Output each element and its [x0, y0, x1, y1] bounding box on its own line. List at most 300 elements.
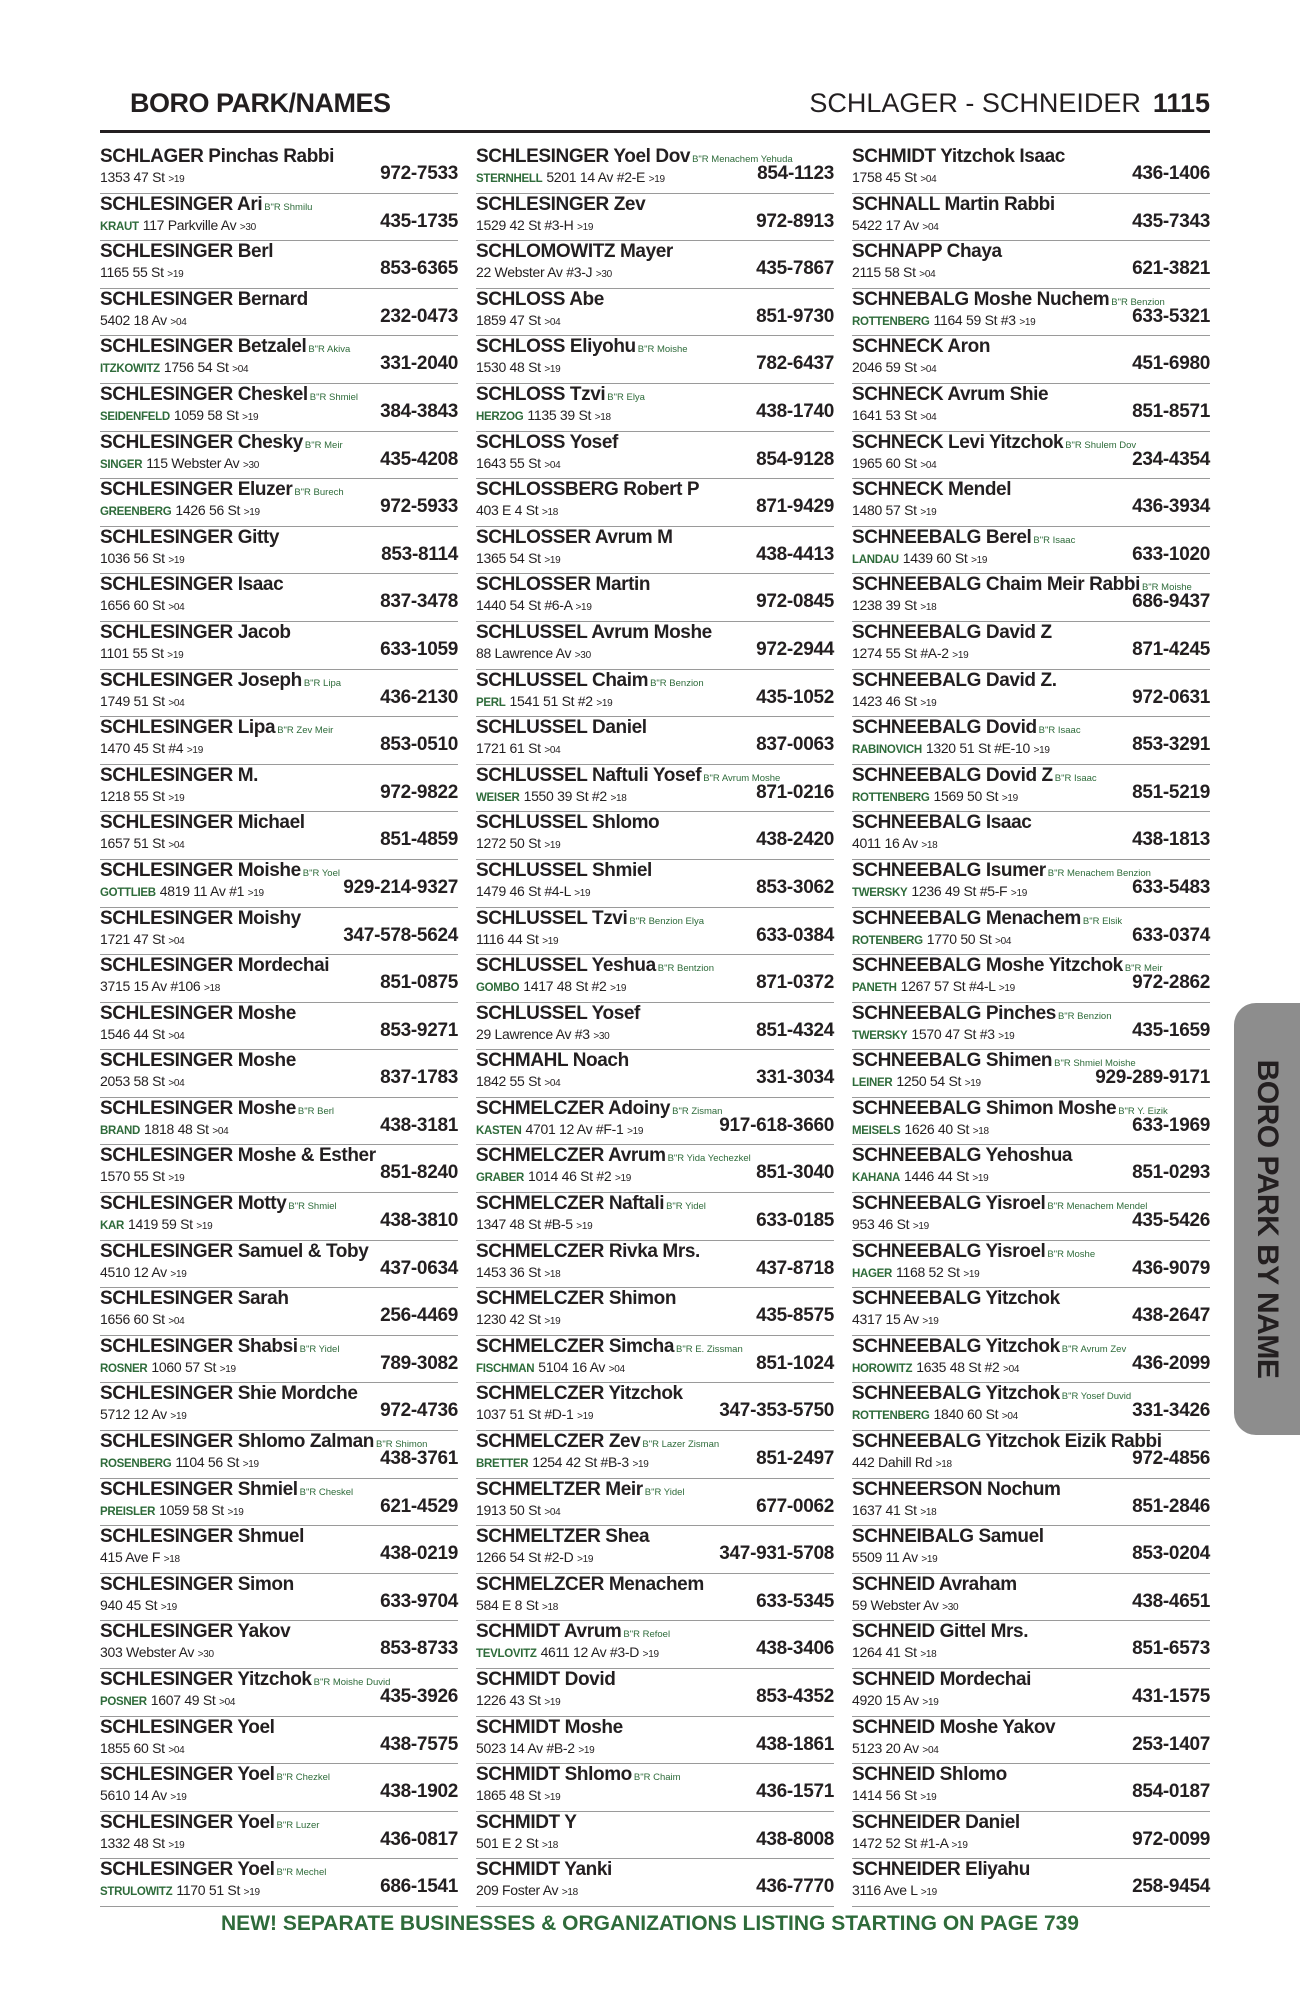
zip-suffix: >19	[1033, 745, 1050, 757]
family-name: STRULOWITZ	[100, 1886, 173, 1899]
street-address: 5104 16 Av	[538, 1358, 606, 1375]
zip-suffix: >04	[1003, 1363, 1020, 1375]
listing-entry	[852, 1621, 1210, 1669]
person-name: SCHNAPP Chaya	[852, 241, 1002, 263]
listing-address-line	[852, 1740, 938, 1756]
listing-name	[476, 1098, 722, 1120]
zip-suffix: >19	[971, 554, 988, 566]
listing-name	[852, 1431, 1162, 1453]
person-name: SCHNEEBALG Isumer	[852, 859, 1046, 881]
listing-entry	[852, 1336, 1210, 1384]
listing-name	[100, 1621, 290, 1643]
zip-suffix: >30	[593, 1030, 610, 1042]
listing-entry	[476, 1669, 834, 1717]
phone-number: 438-4413	[756, 543, 834, 565]
listing-entry	[476, 1431, 834, 1479]
listing-entry	[476, 527, 834, 575]
listing-address-line	[852, 1454, 952, 1470]
family-name: TWERSKY	[852, 886, 908, 899]
listing-address-line	[100, 312, 186, 328]
phone-number: 917-618-3660	[719, 1114, 834, 1136]
person-name: SCHNEID Mordechai	[852, 1669, 1032, 1690]
phone-number: 972-0845	[756, 591, 834, 613]
father-name: B"R Chezkel	[276, 1772, 331, 1784]
listing-entry	[852, 717, 1210, 765]
street-address: 1218 55 St	[100, 787, 165, 804]
father-name: B"R Bentzion	[657, 963, 714, 975]
listing-address-line	[852, 883, 1027, 899]
listing-name	[852, 908, 1122, 930]
listing-address-line	[100, 1787, 186, 1803]
street-address: 115 Webster Av	[146, 454, 240, 471]
father-name: B"R Benzion	[1111, 296, 1165, 308]
listing-entry	[100, 1717, 458, 1765]
listing-address-line	[852, 359, 936, 375]
phone-number: 789-3082	[380, 1352, 458, 1374]
street-address: 1569 50 St	[933, 787, 999, 804]
listing-entry	[476, 670, 834, 718]
listing-address-line	[100, 1359, 236, 1375]
person-name: SCHNEID Shlomo	[852, 1764, 1007, 1786]
person-name: SCHLESINGER Bernard	[100, 288, 308, 310]
listing-entry	[100, 479, 458, 527]
listing-address-line	[852, 1502, 936, 1518]
phone-number: 851-0293	[1132, 1162, 1210, 1184]
listing-entry	[476, 194, 834, 242]
listing-name	[100, 1193, 337, 1215]
zip-suffix: >18	[541, 1839, 559, 1851]
listing-address-line	[100, 1311, 184, 1327]
family-name: ROSENBERG	[100, 1458, 172, 1471]
person-name: SCHMIDT Avrum	[476, 1621, 622, 1643]
zip-suffix: >19	[952, 649, 969, 661]
phone-number: 436-3934	[1132, 496, 1210, 518]
listing-entry	[476, 955, 834, 1003]
zip-suffix: >18	[972, 1125, 989, 1137]
street-address: 1440 54 St #6-A	[476, 597, 572, 614]
phone-number: 435-1659	[1132, 1019, 1210, 1041]
person-name: SCHLESINGER Gitty	[100, 526, 279, 548]
listing-name	[476, 1336, 743, 1358]
zip-suffix: >19	[920, 1887, 937, 1899]
listing-address-line	[100, 407, 258, 423]
listing-name	[100, 717, 333, 739]
street-address: 1168 52 St	[896, 1263, 960, 1280]
listing-entry	[852, 479, 1210, 527]
phone-number: 438-1902	[380, 1781, 458, 1803]
listing-entry	[852, 1431, 1210, 1479]
phone-number: 232-0473	[380, 305, 458, 327]
street-address: 1226 43 St	[476, 1692, 541, 1708]
listing-address-line	[852, 1692, 938, 1708]
street-address: 5123 20 Av	[852, 1739, 919, 1756]
phone-number: 438-1813	[1132, 829, 1210, 851]
street-address: 4920 15 Av	[852, 1692, 919, 1708]
phone-number: 929-289-9171	[1095, 1067, 1210, 1089]
family-name: FISCHMAN	[476, 1362, 535, 1375]
street-address: 5201 14 Av #2-E	[546, 169, 646, 185]
listing-name	[852, 1288, 1060, 1310]
listing-entry	[476, 860, 834, 908]
listing-name	[476, 336, 688, 358]
zip-suffix: >04	[1001, 1411, 1018, 1423]
listing-name	[852, 1812, 1020, 1834]
zip-suffix: >18	[163, 1554, 180, 1566]
zip-suffix: >19	[596, 697, 613, 709]
father-name: B"R Mechel	[276, 1867, 327, 1879]
listing-name	[852, 622, 1052, 644]
father-name: B"R Benzion	[1057, 1010, 1112, 1022]
listing-name	[100, 812, 305, 834]
listing-entry	[100, 432, 458, 480]
phone-number: 853-8114	[381, 543, 458, 565]
street-address: 1165 55 St	[100, 264, 164, 281]
phone-number: 853-3062	[756, 876, 834, 898]
listing-name	[852, 1336, 1126, 1358]
listing-name	[100, 1098, 334, 1120]
listing-entry	[476, 1003, 834, 1051]
listing-name	[100, 1145, 376, 1167]
listing-entry	[476, 432, 834, 480]
listing-name	[852, 527, 1075, 549]
phone-number: 633-1969	[1132, 1114, 1210, 1136]
phone-number: 253-1407	[1132, 1733, 1210, 1755]
listing-name	[476, 1288, 676, 1310]
zip-suffix: >19	[167, 269, 184, 281]
phone-number: 438-8008	[756, 1828, 834, 1850]
listing-address-line	[852, 1644, 936, 1660]
street-address: 1347 48 St #B-5	[476, 1216, 573, 1233]
father-name: B"R Elsik	[1082, 915, 1123, 927]
father-name: B"R Meir	[304, 439, 343, 451]
person-name: SCHNEEBALG Dovid Z	[852, 764, 1053, 786]
listing-address-line	[100, 978, 220, 994]
listing-name	[852, 1003, 1112, 1025]
street-address: 1859 47 St	[476, 311, 541, 328]
listing-entry	[100, 670, 458, 718]
listing-address-line	[852, 169, 936, 185]
listing-name	[852, 479, 1011, 501]
street-address: 1479 46 St #4-L	[476, 882, 571, 899]
phone-number: 972-4856	[1132, 1448, 1210, 1470]
phone-number: 256-4469	[380, 1305, 458, 1327]
phone-number: 871-0372	[756, 972, 834, 994]
listing-entry	[100, 908, 458, 956]
listing-entry	[100, 1669, 458, 1717]
family-name: PREISLER	[100, 1505, 156, 1518]
listing-address-line	[852, 645, 968, 661]
listing-name	[100, 670, 341, 692]
street-address: 1865 48 St	[476, 1787, 541, 1804]
father-name: B"R Moshe	[1047, 1248, 1096, 1260]
person-name: SCHLESINGER Jacob	[100, 621, 291, 643]
street-address: 1635 48 St #2	[916, 1358, 1000, 1375]
person-name: SCHLESINGER Shmuel	[100, 1526, 304, 1548]
street-address: 1913 50 St	[476, 1501, 541, 1518]
family-name: ROSNER	[100, 1362, 148, 1375]
street-address: 1059 58 St	[159, 1501, 224, 1518]
person-name: SCHNEBALG Moshe Nuchem	[852, 288, 1110, 310]
person-name: SCHMIDT Moshe	[476, 1716, 623, 1738]
person-name: SCHLOSSBERG Robert P	[476, 479, 700, 501]
listing-address-line	[852, 835, 937, 851]
zip-suffix: >04	[168, 1316, 185, 1328]
person-name: SCHMELCZER Simcha	[476, 1335, 675, 1357]
phone-number: 972-9822	[380, 781, 458, 803]
street-address: 584 E 8 St	[476, 1596, 539, 1613]
phone-number: 435-1735	[380, 210, 458, 232]
listing-entry	[852, 812, 1210, 860]
zip-suffix: >30	[197, 1649, 214, 1661]
zip-suffix: >30	[242, 459, 260, 471]
listing-name	[476, 1479, 685, 1501]
listing-entry	[100, 1859, 458, 1907]
listing-address-line	[100, 835, 184, 851]
person-name: SCHMELCZER Shimon	[476, 1288, 677, 1310]
listing-address-line	[476, 217, 593, 233]
listing-address-line	[100, 1406, 186, 1422]
listing-entry	[100, 1003, 458, 1051]
phone-number: 437-0634	[380, 1257, 458, 1279]
listing-entry	[852, 527, 1210, 575]
father-name: B"R Avrum Zev	[1061, 1343, 1127, 1355]
page-header	[100, 86, 1210, 132]
listing-address-line	[100, 1549, 180, 1565]
listing-name	[476, 1764, 681, 1786]
family-name: ITZKOWITZ	[100, 363, 160, 376]
father-name: B"R Shmiel	[288, 1201, 337, 1213]
zip-suffix: >19	[227, 1506, 244, 1518]
person-name: SCHLESINGER Mordechai	[100, 955, 330, 977]
listing-entry	[100, 1145, 458, 1193]
phone-number: 851-8571	[1132, 400, 1210, 422]
zip-suffix: >19	[242, 411, 259, 423]
zip-suffix: >19	[627, 1125, 644, 1137]
zip-suffix: >19	[648, 174, 665, 185]
listing-entry	[100, 1479, 458, 1527]
listing-entry	[852, 1574, 1210, 1622]
person-name: SCHLOSSER Martin	[476, 574, 651, 596]
listing-entry	[476, 1098, 834, 1146]
person-name: SCHLUSSEL Tzvi	[476, 907, 628, 929]
zip-suffix: >19	[632, 1459, 649, 1471]
street-address: 1272 50 St	[476, 835, 541, 852]
listing-entry	[100, 717, 458, 765]
person-name: SCHLESINGER Michael	[100, 812, 305, 834]
family-name: RABINOVICH	[852, 744, 922, 757]
zip-suffix: >19	[577, 1411, 594, 1423]
listing-entry	[100, 1383, 458, 1431]
street-address: 88 Lawrence Av	[476, 644, 572, 661]
listing-entry	[100, 1526, 458, 1574]
zip-suffix: >19	[972, 1173, 989, 1185]
person-name: SCHLAGER Pinchas Rabbi	[100, 146, 335, 167]
zip-suffix: >19	[576, 1221, 593, 1233]
phone-number: 851-2497	[756, 1448, 834, 1470]
listing-entry	[476, 1574, 834, 1622]
phone-number: 853-0510	[380, 734, 458, 756]
father-name: B"R Shmilu	[264, 201, 313, 213]
family-name: TEVLOVITZ	[476, 1648, 537, 1661]
phone-number: 347-353-5750	[719, 1400, 834, 1422]
listing-address-line	[852, 407, 936, 423]
listing-address-line	[852, 1026, 1014, 1042]
listing-address-line	[476, 1692, 560, 1708]
listing-name	[100, 479, 344, 501]
phone-number: 438-1740	[756, 400, 834, 422]
street-address: 1365 54 St	[476, 549, 541, 566]
listing-name	[476, 1859, 612, 1881]
phone-number: 853-0204	[1132, 1543, 1210, 1565]
listing-name	[100, 336, 350, 358]
person-name: SCHNEIBALG Samuel	[852, 1526, 1044, 1548]
listing-address-line	[100, 931, 184, 947]
listing-entry	[852, 194, 1210, 242]
listing-name	[852, 1669, 1031, 1691]
street-address: 1320 51 St #E-10	[925, 740, 1031, 757]
person-name: SCHLESINGER Berl	[100, 241, 274, 263]
footer-notice: NEW! SEPARATE BUSINESSES & ORGANIZATIONS LISTING STARTING ON PAGE 739	[221, 1912, 1079, 1935]
family-name: GOMBO	[476, 982, 520, 995]
phone-number: 435-4208	[380, 448, 458, 470]
phone-number: 435-3926	[380, 1686, 458, 1707]
person-name: SCHLESINGER Moshe	[100, 1002, 296, 1024]
street-address: 1266 54 St #2-D	[476, 1549, 574, 1566]
listing-entry	[476, 1050, 834, 1098]
phone-number: 435-7867	[756, 258, 834, 280]
phone-number: 435-8575	[756, 1305, 834, 1327]
listing-name	[852, 1621, 1028, 1643]
family-name: SEIDENFELD	[100, 410, 170, 423]
street-address: 1414 56 St	[852, 1787, 917, 1804]
section-title: BORO PARK/NAMES	[130, 88, 391, 118]
street-address: 1657 51 St	[100, 835, 165, 852]
street-address: 1749 51 St	[100, 692, 165, 709]
listing-name	[100, 1241, 368, 1263]
phone-number: 633-0384	[756, 924, 834, 946]
street-address: 1170 51 St	[176, 1882, 241, 1899]
listing-name	[100, 1479, 353, 1501]
zip-suffix: >19	[544, 554, 561, 566]
zip-suffix: >04	[544, 316, 561, 328]
listing-name	[852, 955, 1163, 977]
phone-number: 871-0216	[756, 781, 834, 803]
phone-number: 436-9079	[1132, 1257, 1210, 1279]
zip-suffix: >04	[168, 1078, 185, 1090]
person-name: SCHLOSS Tzvi	[476, 383, 606, 405]
listing-name	[476, 1812, 577, 1834]
phone-number: 331-2040	[380, 353, 458, 375]
phone-number: 435-5426	[1132, 1210, 1210, 1232]
father-name: B"R Burech	[294, 487, 344, 499]
listing-name	[100, 527, 279, 549]
listing-name	[852, 1574, 1017, 1596]
listing-address-line	[100, 1502, 244, 1518]
zip-suffix: >04	[232, 364, 249, 376]
phone-number: 677-0062	[756, 1495, 834, 1517]
street-address: 1656 60 St	[100, 1311, 165, 1328]
zip-suffix: >18	[935, 1459, 952, 1471]
zip-suffix: >19	[544, 840, 561, 852]
street-address: 1770 50 St	[926, 930, 992, 947]
street-address: 1439 60 St	[902, 549, 968, 566]
person-name: SCHNEEBALG David Z.	[852, 669, 1057, 691]
family-name: LEINER	[852, 1077, 893, 1090]
listing-address-line	[100, 883, 264, 899]
phone-number: 972-7533	[380, 163, 458, 184]
listing-name	[100, 1383, 358, 1405]
zip-suffix: >19	[168, 554, 185, 566]
listing-name	[476, 574, 650, 596]
zip-suffix: >19	[186, 745, 203, 757]
zip-suffix: >04	[168, 1744, 185, 1756]
father-name: B"R Refoel	[623, 1629, 671, 1641]
listing-name	[100, 860, 340, 882]
listing-entry	[852, 765, 1210, 813]
listing-entry	[852, 908, 1210, 956]
listing-name	[852, 812, 1031, 834]
street-address: 1842 55 St	[476, 1073, 541, 1090]
listing-name	[100, 194, 312, 216]
street-address: 1236 49 St #5-F	[911, 882, 1008, 899]
phone-number: 853-8733	[380, 1638, 458, 1660]
phone-number: 972-2944	[756, 638, 834, 660]
listing-name	[100, 1288, 289, 1310]
listing-address-line	[476, 835, 560, 851]
listing-entry	[852, 1193, 1210, 1241]
phone-number: 837-1783	[380, 1067, 458, 1089]
family-name: KAR	[100, 1220, 125, 1233]
father-name: B"R Shmiel	[309, 391, 359, 403]
phone-number: 438-2647	[1132, 1305, 1210, 1327]
listing-address-line	[100, 217, 256, 233]
zip-suffix: >04	[995, 935, 1012, 947]
listing-name	[100, 574, 283, 596]
street-address: 1419 59 St	[128, 1216, 193, 1233]
zip-suffix: >19	[242, 1459, 259, 1471]
phone-number: 972-4736	[380, 1400, 458, 1422]
listing-address-line	[852, 597, 936, 613]
listing-name	[476, 527, 673, 549]
phone-number: 854-0187	[1132, 1781, 1210, 1803]
listing-address-line	[476, 1264, 560, 1280]
listing-name	[100, 1574, 294, 1596]
street-address: 1626 40 St	[904, 1120, 970, 1137]
person-name: SCHNEEBALG Yitzchok	[852, 1335, 1060, 1357]
zip-suffix: >19	[170, 1268, 187, 1280]
person-name: SCHNEEBALG Dovid	[852, 717, 1037, 739]
phone-number: 686-9437	[1132, 591, 1210, 613]
listing-entry	[476, 574, 834, 622]
listing-entry	[852, 1241, 1210, 1289]
phone-number: 436-0817	[380, 1828, 458, 1850]
person-name: SCHLESINGER Moshe	[100, 1097, 296, 1119]
listing-name	[476, 908, 704, 930]
listing-entry	[852, 1859, 1210, 1907]
person-name: SCHNEID Gittel Mrs.	[852, 1621, 1029, 1643]
street-address: 1550 39 St #2	[523, 787, 607, 804]
father-name: B"R Berl	[297, 1105, 335, 1117]
listing-address-line	[476, 978, 626, 994]
listing-address-line	[852, 1311, 938, 1327]
phone-number: 438-2420	[756, 829, 834, 851]
listing-address-line	[852, 788, 1018, 804]
street-address: 1855 60 St	[100, 1739, 165, 1756]
street-address: 5023 14 Av #B-2	[476, 1739, 575, 1756]
zip-suffix: >18	[920, 602, 937, 614]
street-address: 1840 60 St	[933, 1406, 999, 1423]
phone-number: 853-4352	[756, 1686, 834, 1707]
